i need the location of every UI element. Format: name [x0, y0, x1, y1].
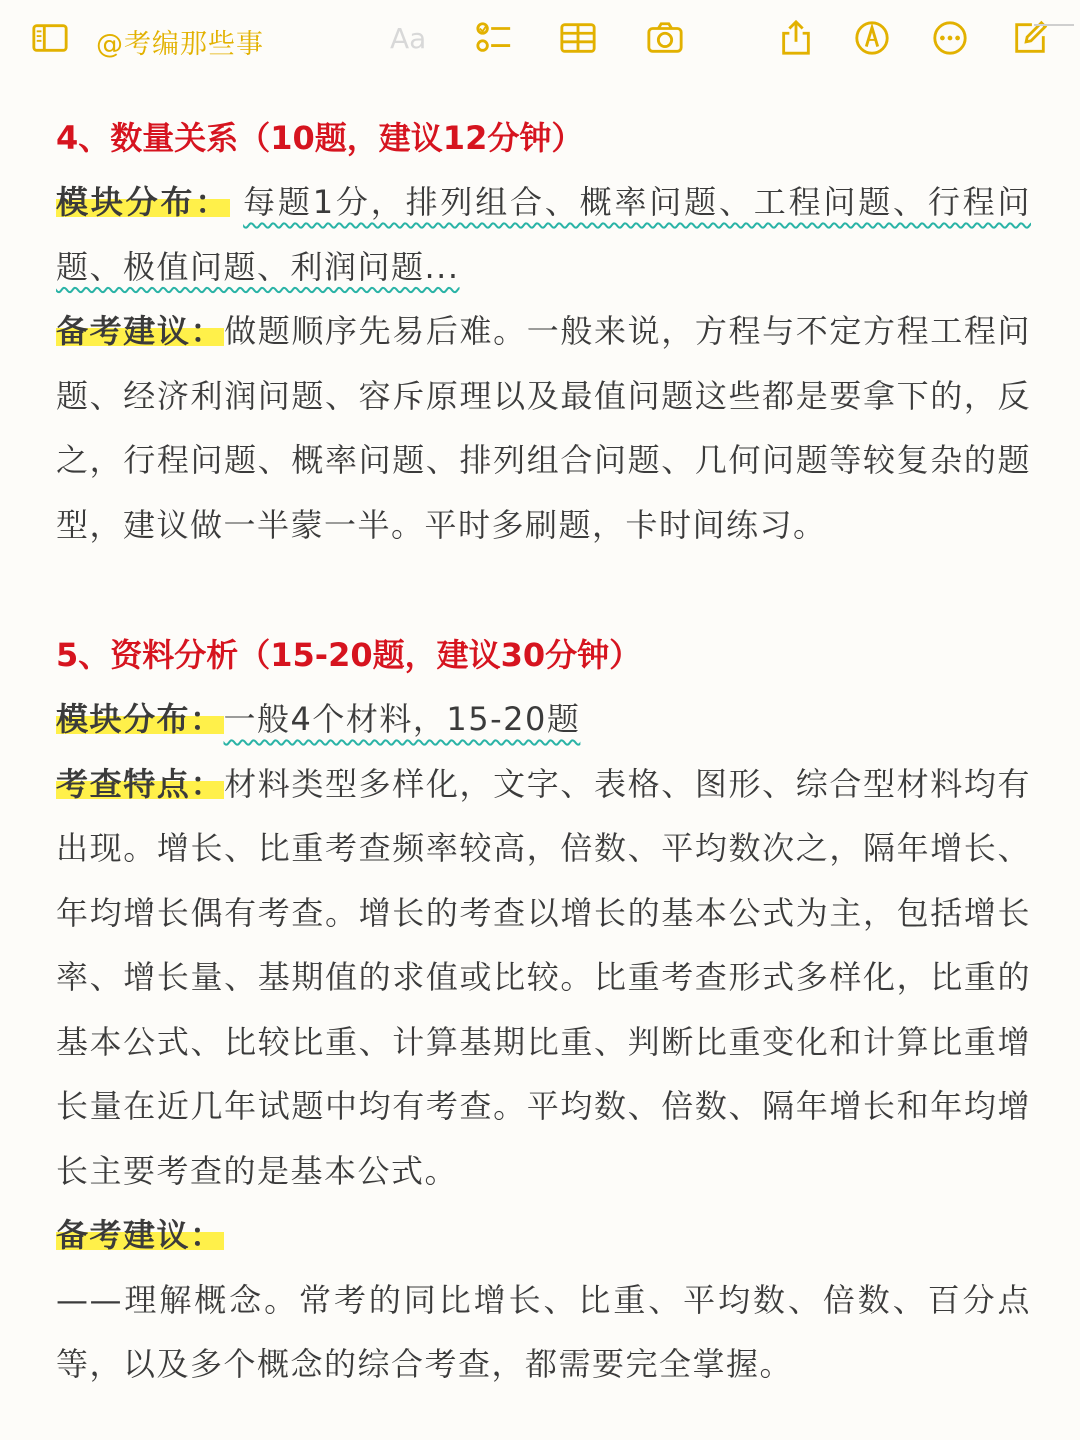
format-text-button[interactable]: Aa [390, 22, 427, 55]
share-icon[interactable] [776, 18, 816, 58]
markup-icon[interactable] [852, 18, 892, 58]
account-handle: @考编那些事 [96, 29, 264, 60]
section-5-advice-label-line [56, 1203, 1031, 1268]
table-icon[interactable] [558, 18, 598, 58]
section-5-feature-paragraph [56, 752, 1031, 1204]
module-text: 每题1分，排列组合、概率问题、工程问题、行程问题、极值问题、利润问题... [56, 183, 1031, 286]
camera-icon[interactable] [645, 18, 685, 58]
section-4-heading: 4、数量关系（10题，建议12分钟） [56, 119, 584, 157]
checklist-icon[interactable] [474, 18, 514, 58]
section-4-module-paragraph [56, 170, 1031, 299]
note-body[interactable] [56, 106, 1031, 1397]
spacer [56, 557, 1031, 623]
advice-label: 备考建议： [56, 1216, 224, 1254]
advice-label: 备考建议： [56, 312, 225, 350]
window-corner [1034, 0, 1074, 26]
module-label: 模块分布： [56, 183, 231, 221]
section-5-advice-paragraph: ——理解概念。常考的同比增长、比重、平均数、倍数、百分点等，以及多个概念的综合考查，都需要完全掌握。 [56, 1280, 1031, 1383]
advice-text: 做题顺序先易后难。一般来说，方程与不定方程工程问题、经济利润问题、容斥原理以及最值问题这些都是要拿下的，反之，行程问题、概率问题、排列组合问题、几何问题等较复杂的题型，建议做一半蒙一半。平时多刷题，卡时间练习。 [56, 312, 1031, 544]
notes-toolbar [0, 0, 1080, 80]
section-4-advice-paragraph [56, 299, 1031, 557]
feature-label: 考查特点： [56, 764, 225, 803]
more-icon[interactable] [930, 18, 970, 58]
section-5-heading: 5、资料分析（15-20题，建议30分钟） [56, 636, 642, 674]
sidebar-icon[interactable] [30, 18, 70, 58]
module-text: 一般4个材料，15-20题 [223, 700, 581, 738]
feature-text: 材料类型多样化，文字、表格、图形、综合型材料均有出现。增长、比重考查频率较高，倍数、平均数次之，隔年增长、年均增长偶有考查。增长的考查以增长的基本公式为主，包括增长率、增长量、基期值的求值或比较。比重考查形式多样化，比重的基本公式、比较比重、计算基期比重、判断比重变化和计算比重增长量在近几年试题中均有考查。平均数、倍数、隔年增长和年均增长主要考查的是基本公式。 [56, 764, 1031, 1190]
module-label: 模块分布： [56, 700, 224, 738]
section-5-module-paragraph [56, 687, 1031, 752]
